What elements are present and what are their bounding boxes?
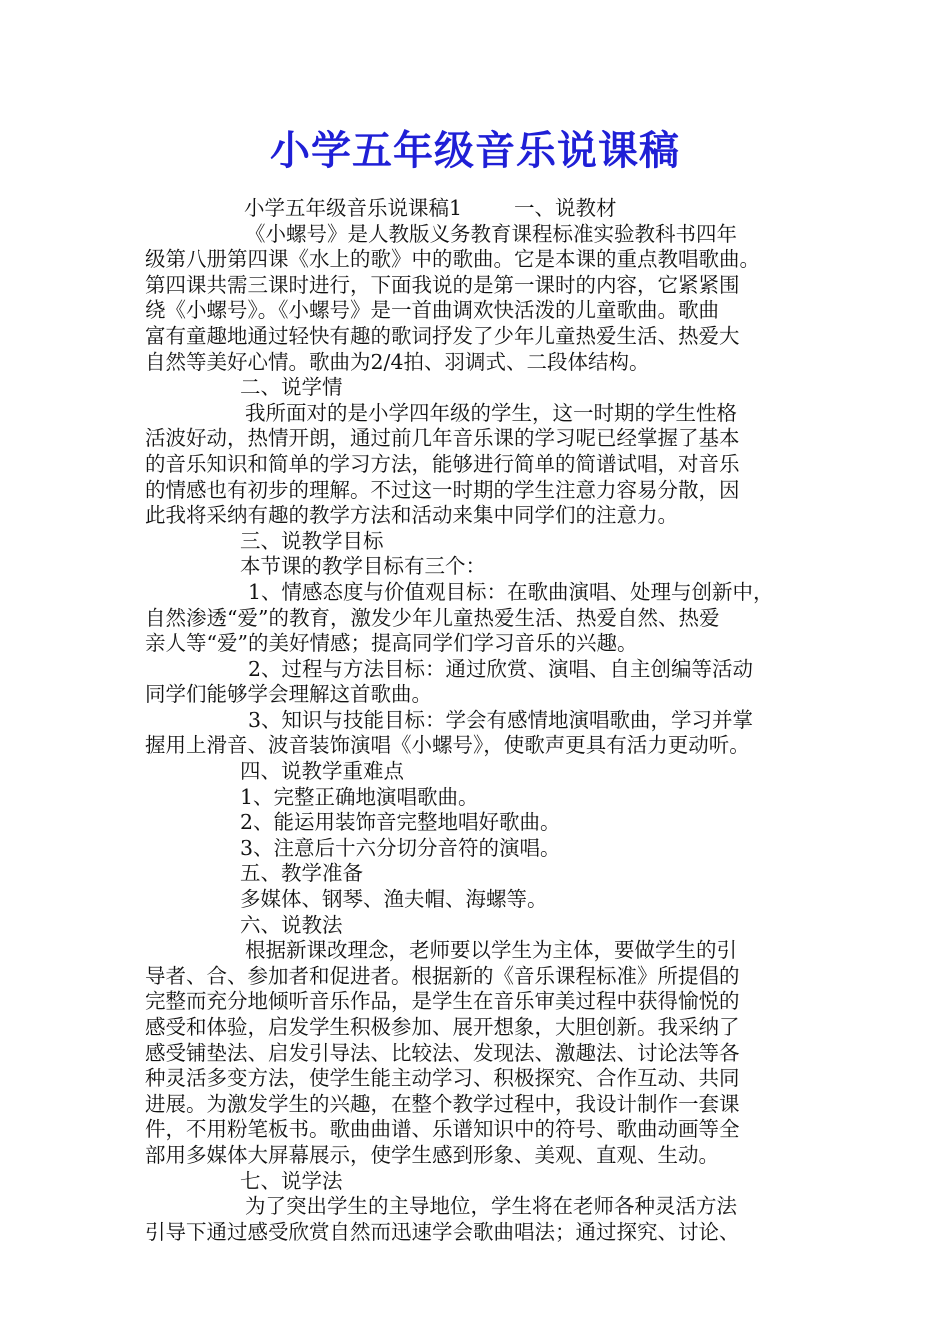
section-heading: 二、说学情: [240, 375, 343, 400]
paragraph-line: 我所面对的是小学四年级的学生，这一时期的学生性格: [245, 400, 737, 425]
paragraph-line: 自然等美好心情。歌曲为2/4拍、羽调式、二段体结构。: [145, 349, 650, 374]
list-item: 2、能运用装饰音完整地唱好歌曲。: [240, 810, 561, 835]
paragraph-line: 的情感也有初步的理解。不过这一时期的学生注意力容易分散，因: [145, 477, 740, 502]
document-title: 小学五年级音乐说课稿: [270, 128, 680, 174]
paragraph-line: 同学们能够学会理解这首歌曲。: [145, 682, 432, 707]
paragraph-line: 3、知识与技能目标：学会有感情地演唱歌曲，学习并掌: [248, 707, 754, 732]
subtitle-line: [145, 196, 820, 222]
paragraph-line: 感受和体验，启发学生积极参加、展开想象，大胆创新。我采纳了: [145, 1015, 740, 1039]
paragraph-line: 1、情感态度与价值观目标：在歌曲演唱、处理与创新中，: [248, 579, 774, 604]
paragraph-line: 的音乐知识和简单的学习方法，能够进行简单的简谱试唱，对音乐: [145, 451, 740, 476]
paragraph-line: 为了突出学生的主导地位，学生将在老师各种灵活方法: [245, 1194, 737, 1219]
paragraph-line: 本节课的教学目标有三个：: [240, 554, 486, 579]
paragraph-line: 自然渗透“爱”的教育，激发少年儿童热爱生活、热爱自然、热爱: [145, 605, 720, 630]
paragraph-line: 握用上滑音、波音装饰演唱《小螺号》，使歌声更具有活力更动听。: [145, 733, 750, 758]
paragraph-line: 富有童趣地通过轻快有趣的歌词抒发了少年儿童热爱生活、热爱大: [145, 323, 740, 348]
list-item: 3、注意后十六分切分音符的演唱。: [240, 835, 561, 860]
paragraph-line: 2、过程与方法目标：通过欣赏、演唱、自主创编等活动: [248, 656, 754, 681]
paragraph-line: 部用多媒体大屏幕展示，使学生感到形象、美观、直观、生动。: [145, 1142, 719, 1167]
document-subtitle: 小学五年级音乐说课稿1: [244, 196, 463, 220]
paragraph-line: 亲人等“爱”的美好情感；提高同学们学习音乐的兴趣。: [145, 631, 638, 656]
section-heading: 五、教学准备: [240, 861, 363, 886]
paragraph-line: 活波好动，热情开朗，通过前几年音乐课的学习呢已经掌握了基本: [145, 426, 740, 451]
paragraph-line: 多媒体、钢琴、渔夫帽、海螺等。: [240, 887, 548, 912]
section-heading: 四、说教学重难点: [240, 759, 404, 784]
paragraph-line: 进展。为激发学生的兴趣，在整个教学过程中，我设计制作一套课: [145, 1091, 740, 1116]
paragraph-line: 绕《小螺号》。《小螺号》是一首曲调欢快活泼的儿童歌曲。歌曲: [145, 298, 719, 323]
paragraph-line: 根据新课改理念，老师要以学生为主体，要做学生的引: [245, 938, 737, 963]
section-heading: 六、说教法: [240, 912, 343, 937]
paragraph-line: 级第八册第四课《水上的歌》中的歌曲。它是本课的重点教唱歌曲。: [145, 247, 760, 272]
paragraph-line: 《小螺号》是人教版义务教育课程标准实验教科书四年: [245, 221, 737, 246]
paragraph-line: 引导下通过感受欣赏自然而迅速学会歌曲唱法；通过探究、讨论、: [145, 1219, 740, 1244]
list-item: 1、完整正确地演唱歌曲。: [240, 784, 479, 809]
section-heading: 七、说学法: [240, 1168, 343, 1193]
section-heading: 三、说教学目标: [240, 528, 384, 553]
paragraph-line: 导者、合、参加者和促进者。根据新的《音乐课程标准》所提倡的: [145, 963, 740, 988]
section-heading: 一、说教材: [514, 196, 617, 220]
paragraph-line: 种灵活多变方法，使学生能主动学习、积极探究、合作互动、共同: [145, 1066, 740, 1091]
paragraph-line: 第四课共需三课时进行，下面我说的是第一课时的内容，它紧紧围: [145, 272, 740, 297]
paragraph-line: 完整而充分地倾听音乐作品，是学生在音乐审美过程中获得愉悦的: [145, 989, 740, 1014]
paragraph-line: 件，不用粉笔板书。歌曲曲谱、乐谱知识中的符号、歌曲动画等全: [145, 1117, 740, 1142]
document-body: [145, 196, 820, 1245]
paragraph-line: 感受铺垫法、启发引导法、比较法、发现法、激趣法、讨论法等各: [145, 1040, 740, 1065]
paragraph-line: 此我将采纳有趣的教学方法和活动来集中同学们的注意力。: [145, 503, 678, 528]
